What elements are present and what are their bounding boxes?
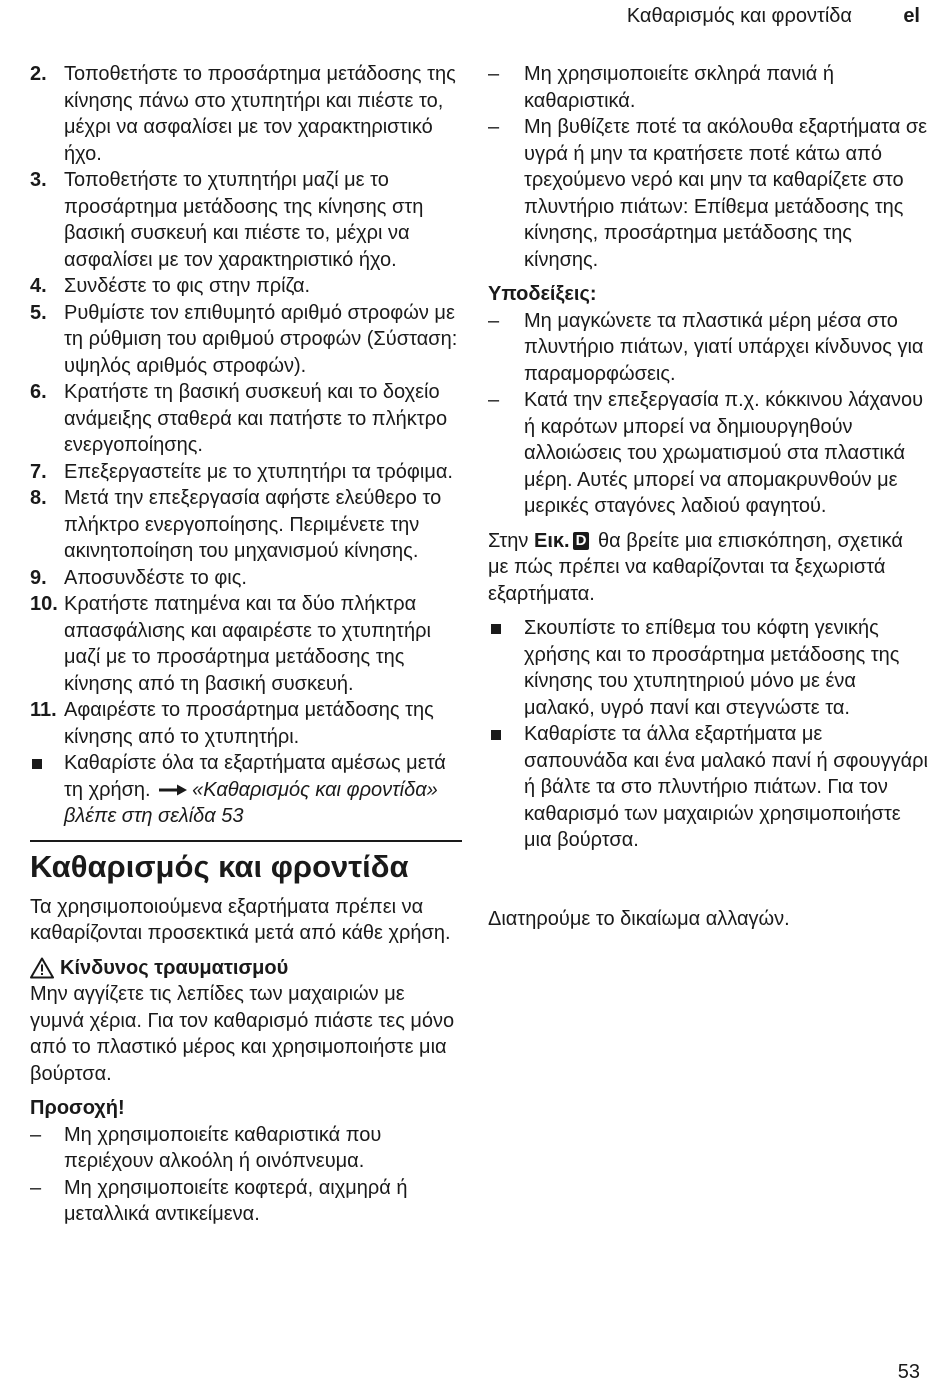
overview-post: θα βρείτε μια επισκόπηση, σχετικά με πώς πρέπει να καθαρίζονται τα ξεχωριστά εξαρτήματα. (488, 529, 903, 605)
step-text: Αφαιρέστε το προσάρτημα μετάδοσης της κίνησης από το χτυπητήρι. (64, 699, 434, 748)
step-text: Μετά την επεξεργασία αφήστε ελεύθερο το πλήκτρο ενεργοποίησης. Περιμένετε την ακινητοποίηση του μηχανισμού κίνησης. (64, 487, 442, 562)
rights-note: Διατηρούμε το δικαίωμα αλλαγών. (488, 907, 790, 930)
step-item (30, 61, 462, 167)
clean-item (488, 615, 928, 721)
step-text: Κρατήστε πατημένα και τα δύο πλήκτρα απασφάλισης και αφαιρέστε το χτυπητήρι μαζί με το προσάρτημα μετάδοσης της κίνησης από τη βασική συσκευή. (64, 593, 431, 695)
step-item (30, 485, 462, 565)
step-number: 4. (30, 275, 47, 297)
caution-item (488, 61, 928, 114)
tip-item (488, 308, 928, 388)
dash-bullet: – (488, 63, 500, 85)
step-number: 8. (30, 487, 47, 509)
clean-text: Καθαρίστε τα άλλα εξαρτήματα με σαπουνάδα και ένα μαλακό πανί ή σφουγγάρι ή βάλτε τα στο πλυντήριο πιάτων. Για τον καθαρισμό των μαχαιριών χρησιμοποιήστε μια βούρτσα. (524, 723, 928, 851)
dash-bullet: – (488, 389, 500, 411)
step-number: 3. (30, 169, 47, 191)
caution-text: Μη χρησιμοποιείτε καθαριστικά που περιέχουν αλκοόλη ή οινόπνευμα. (64, 1123, 382, 1172)
dash-bullet: – (30, 1123, 42, 1146)
caution-text: Μη βυθίζετε ποτέ τα ακόλουθα εξαρτήματα σε υγρά ή μην τα κρατήσετε ποτέ κάτω από τρεχούμενο νερό και μην τα καθαρίζετε στο πλυντήριο πιάτων: Επίθεμα μετάδοσης της κίνησης, προσάρτημα μετάδοσης της κίνησης. (524, 116, 928, 271)
tip-item (488, 387, 928, 520)
dash-bullet: – (488, 116, 500, 138)
arrow-right-icon (158, 783, 188, 797)
danger-heading (30, 955, 462, 982)
step-text: Τοποθετήστε το προσάρτημα μετάδοσης της κίνησης πάνω στο χτυπητήρι και πιέστε το, μέχρι να ασφαλίσει με τον χαρακτηριστικό ήχο. (64, 63, 456, 165)
step-item (30, 697, 462, 750)
section-heading: Καθαρισμός και φροντίδα (30, 848, 409, 884)
running-header-title: Καθαρισμός και φροντίδα (626, 5, 852, 27)
step-text: Ρυθμίστε τον επιθυμητό αριθμό στροφών με τη ρύθμιση του αριθμού στροφών (Σύσταση: υψηλός αριθμός στροφών). (64, 301, 458, 377)
step-item (30, 379, 462, 459)
tips-title: Υποδείξεις: (488, 283, 597, 305)
clean-bullet-item (30, 750, 462, 830)
step-number: 11. (30, 699, 57, 721)
caution-text: Μη χρησιμοποιείτε σκληρά πανιά ή καθαριστικά. (524, 63, 835, 112)
step-text: Συνδέστε το φις στην πρίζα. (64, 275, 311, 297)
section-intro: Τα χρησιμοποιούμενα εξαρτήματα πρέπει να καθαρίζονται προσεκτικά μετά από κάθε χρήση. (30, 895, 451, 944)
step-item (30, 300, 462, 380)
caution-text: Μη χρησιμοποιείτε κοφτερά, αιχμηρά ή μεταλλικά αντικείμενα. (64, 1176, 408, 1225)
step-text: Κρατήστε τη βασική συσκευή και το δοχείο ανάμειξης σταθερά και πατήστε το πλήκτρο ενεργοποίησης. (64, 381, 448, 456)
step-text: Επεξεργαστείτε με το χτυπητήρι τα τρόφιμα. (64, 460, 453, 483)
square-bullet-icon (491, 624, 501, 634)
danger-title: Κίνδυνος τραυματισμού (60, 956, 289, 979)
warning-triangle-icon (30, 957, 54, 979)
step-number: 5. (30, 301, 47, 324)
caution-item (488, 114, 928, 273)
clean-item (488, 721, 928, 854)
step-number: 7. (30, 460, 47, 483)
step-item (30, 565, 462, 592)
step-item (30, 591, 462, 697)
step-number: 10. (30, 593, 58, 615)
clean-text: Σκουπίστε το επίθεμα του κόφτη γενικής χρήσης και το προσάρτημα μετάδοσης της κίνησης του χτυπητηριού μόνο με ένα μαλακό, υγρό πανί και στεγνώστε τα. (524, 617, 900, 719)
clean-bullet-text: Καθαρίστε όλα τα εξαρτήματα αμέσως μετά τη χρήση. (64, 752, 446, 801)
page-number: 53 (897, 1361, 920, 1383)
cross-reference-link[interactable]: «Καθαρισμός και φροντίδα» βλέπε στη σελίδα 53 (64, 778, 438, 827)
step-item (30, 167, 462, 273)
left-column (30, 61, 462, 1228)
figure-label: Εικ. (534, 529, 570, 552)
section-divider (30, 840, 462, 1228)
step-item (30, 459, 462, 486)
dash-bullet: – (30, 1176, 42, 1199)
tip-text: Μη μαγκώνετε τα πλαστικά μέρη μέσα στο πλυντήριο πιάτων, γιατί υπάρχει κίνδυνος για παραμορφώσεις. (524, 309, 924, 385)
caution-item (30, 1175, 462, 1228)
step-item (30, 273, 462, 300)
danger-text: Μην αγγίζετε τις λεπίδες των μαχαιριών με γυμνά χέρια. Για τον καθαρισμό πιάστε τες μόνο από το πλαστικό μέρος και χρησιμοποιήστε μια βούρτσα. (30, 983, 455, 1085)
right-column (488, 61, 928, 932)
language-code: el (903, 5, 920, 27)
step-number: 6. (30, 381, 47, 403)
tip-text: Κατά την επεξεργασία π.χ. κόκκινου λάχανου ή καρότων μπορεί να δημιουργηθούν αλλοιώσεις του χρωματισμού στα πλαστικά μέρη. Αυτές μπορεί να απομακρυνθούν με μερικές σταγόνες λαδιού φαγητού. (524, 389, 924, 517)
caution-title: Προσοχή! (30, 1097, 125, 1119)
step-number: 9. (30, 566, 47, 589)
steps-list (30, 61, 462, 830)
step-number: 2. (30, 63, 47, 85)
square-bullet-icon (491, 730, 501, 740)
dash-bullet: – (488, 309, 500, 332)
caution-item (30, 1122, 462, 1175)
step-text: Αποσυνδέστε το φις. (64, 566, 247, 589)
overview-paragraph (488, 528, 928, 608)
step-text: Τοποθετήστε το χτυπητήρι μαζί με το προσάρτημα μετάδοσης της κίνησης στη βασική συσκευή και πιέστε το, μέχρι να ασφαλίσει με τον χαρακτηριστικό ήχο. (64, 169, 424, 271)
overview-pre: Στην (488, 529, 529, 552)
figure-letter-badge: D (573, 532, 590, 550)
square-bullet-icon (32, 759, 42, 769)
